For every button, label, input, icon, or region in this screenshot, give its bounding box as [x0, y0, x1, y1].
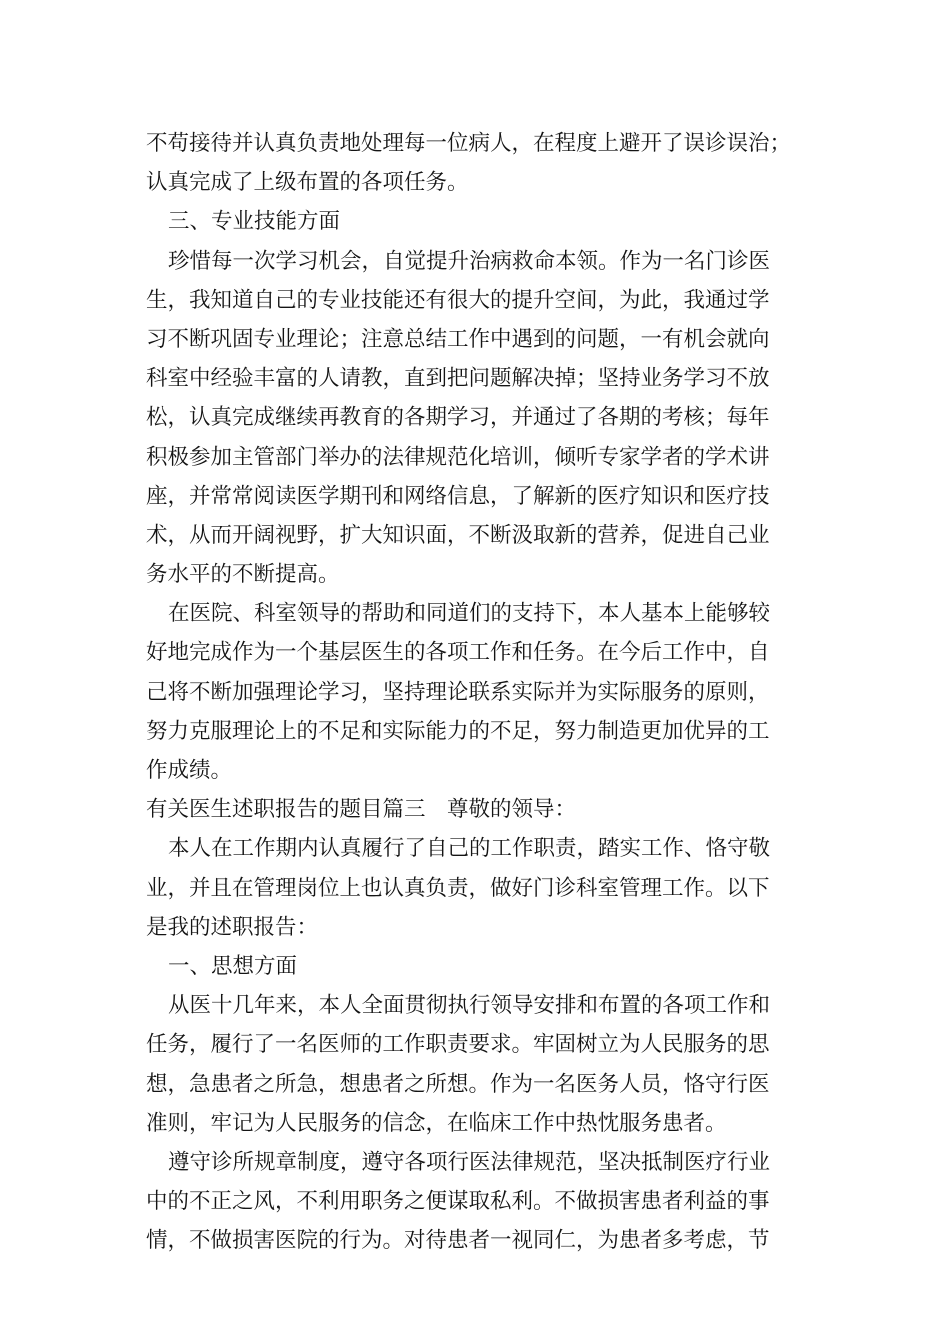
document-page [146, 124, 806, 1260]
text-line: 本人在工作期内认真履行了自己的工作职责，踏实工作、恪守敬 [168, 836, 771, 862]
text-line: 松，认真完成继续再教育的各期学习，并通过了各期的考核；每年 [146, 405, 770, 431]
text-line: 情，不做损害医院的行为。对待患者一视同仁，为患者多考虑，节 [146, 1228, 770, 1254]
text-line: 己将不断加强理论学习，坚持理论联系实际并为实际服务的原则， [146, 679, 770, 705]
text-line: 不苟接待并认真负责地处理每一位病人，在程度上避开了误诊误治； [146, 131, 792, 156]
text-line: 中的不正之风，不利用职务之便谋取私利。不做损害患者利益的事 [146, 1189, 770, 1215]
text-line: 生，我知道自己的专业技能还有很大的提升空间，为此，我通过学 [146, 287, 770, 313]
text-line: 科室中经验丰富的人请教，直到把问题解决掉；坚持业务学习不放 [146, 366, 770, 392]
text-line: 想，急患者之所急，想患者之所想。作为一名医务人员，恪守行医 [146, 1071, 770, 1097]
text-line: 务水平的不断提高。 [146, 562, 340, 588]
text-line: 作成绩。 [146, 758, 233, 783]
text-line: 有关医生述职报告的题目篇三 尊敬的领导： [146, 797, 577, 823]
text-line: 在医院、科室领导的帮助和同道们的支持下，本人基本上能够较 [168, 601, 771, 627]
text-line: 任务，履行了一名医师的工作职责要求。牢固树立为人民服务的思 [146, 1032, 770, 1058]
text-line: 准则，牢记为人民服务的信念，在临床工作中热忱服务患者。 [146, 1110, 727, 1136]
text-line: 座，并常常阅读医学期刊和网络信息，了解新的医疗知识和医疗技 [146, 483, 770, 509]
text-line: 遵守诊所规章制度，遵守各项行医法律规范，坚决抵制医疗行业 [168, 1149, 771, 1175]
text-line: 业，并且在管理岗位上也认真负责，做好门诊科室管理工作。以下 [146, 875, 770, 901]
text-line: 积极参加主管部门举办的法律规范化培训，倾听专家学者的学术讲 [146, 444, 770, 470]
text-line: 一、思想方面 [168, 953, 298, 979]
text-line: 三、专业技能方面 [168, 209, 341, 235]
text-line: 从医十几年来，本人全面贯彻执行领导安排和布置的各项工作和 [168, 993, 771, 1019]
text-line: 珍惜每一次学习机会，自觉提升治病救命本领。作为一名门诊医 [168, 248, 771, 274]
text-line: 术，从而开阔视野，扩大知识面，不断汲取新的营养，促进自己业 [146, 522, 770, 548]
text-line: 认真完成了上级布置的各项任务。 [146, 170, 469, 196]
text-line: 是我的述职报告： [146, 914, 319, 940]
text-line: 努力克服理论上的不足和实际能力的不足，努力制造更加优异的工 [146, 718, 770, 744]
text-line: 好地完成作为一个基层医生的各项工作和任务。在今后工作中，自 [146, 640, 770, 666]
text-line: 习不断巩固专业理论；注意总结工作中遇到的问题，一有机会就向 [146, 326, 770, 352]
